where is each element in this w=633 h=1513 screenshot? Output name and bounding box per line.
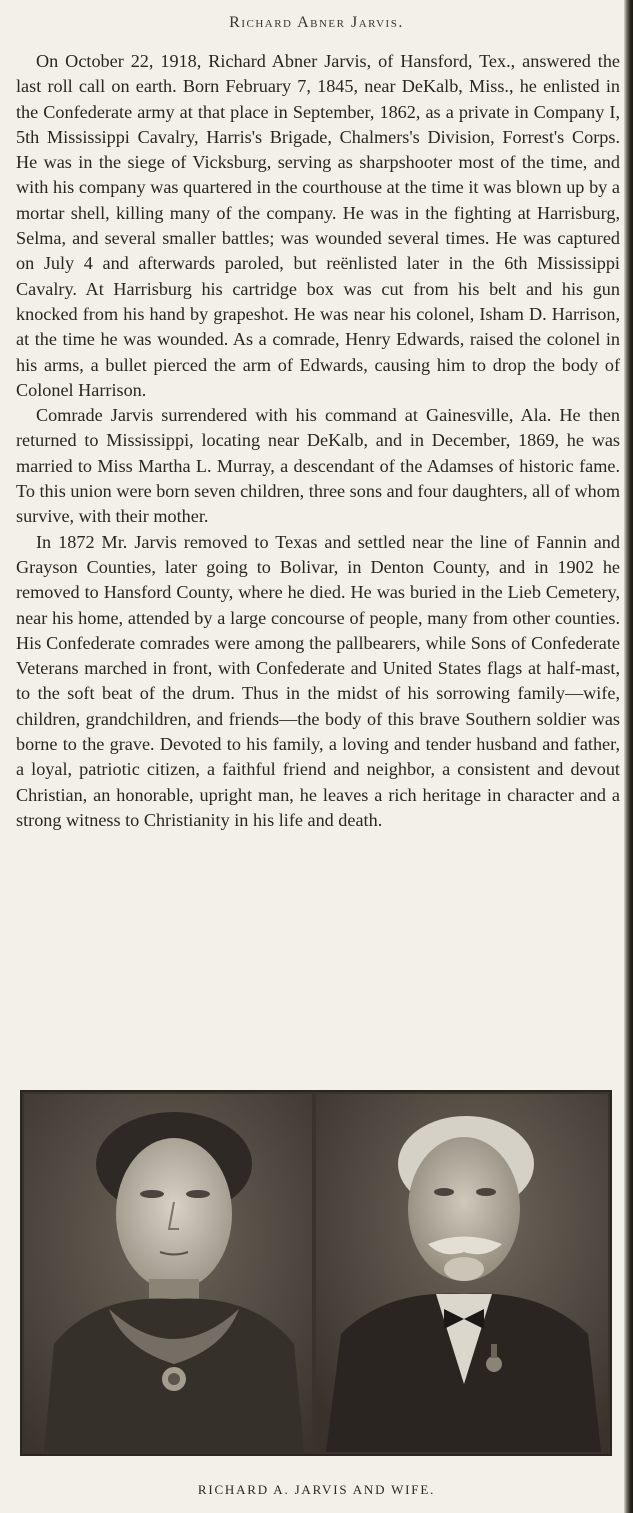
paragraph-1: On October 22, 1918, Richard Abner Jarvis, of Hansford, Tex., answered the last roll call on earth. Born February 7, 1845, near DeKalb, Miss., he enlisted in the Confederate army at that place in September, 1862, as a private in Company I, 5th Mississippi Cavalry, Harris's Brigade, Chalmers's Division, Forrest's Corps. He was in the siege of Vicksburg, serving as sharpshooter most of the time, and with his company was quartered in the courthouse at the time it was blown up by a mortar shell, killing many of the company. He was in the fighting at Harrisburg, Selma, and several smaller battles; was wounded several times. He was captured on July 4 and afterwards paroled, but reënlisted later in the 6th Mississippi Cavalry. At Harrisburg his cartridge box was cut from his belt and his gun knocked from his hand by grapeshot. He was near his colonel, Isham D. Harrison, at the time he was wounded. As a comrade, Henry Edwards, raised the colonel in his arms, a bullet pierced the arm of Edwards, causing him to drop the body of Colonel Harrison. [16,51,620,400]
portrait-man-photo [316,1094,608,1452]
article-body [16,49,620,833]
page-edge-shadow [624,0,633,1513]
portrait-woman-photo [24,1094,312,1452]
paragraph-3: In 1872 Mr. Jarvis removed to Texas and settled near the line of Fannin and Grayson Counties, later going to Bolivar, in Denton County, and in 1902 he removed to Hansford County, where he died. He was buried in the Lieb Cemetery, near his home, attended by a large concourse of people, many from other counties. His Confederate comrades were among the pallbearers, while Sons of Confederate Veterans marched in front, with Confederate and United States flags at half-mast, to the soft beat of the drum. Thus in the midst of his sorrowing family—wife, children, grandchildren, and friends—the body of this brave Southern soldier was borne to the grave. Devoted to his family, a loving and tender husband and father, a loyal, patriotic citizen, a faithful friend and neighbor, a consistent and devout Christian, an honorable, upright man, he leaves a rich heritage in character and a strong witness to Christianity in his life and death. [16,531,620,830]
paragraph-2: Comrade Jarvis surrendered with his command at Gainesville, Ala. He then returned to Mississippi, locating near DeKalb, and in December, 1869, he was married to Miss Martha L. Murray, a descendant of the Adamses of historic fame. To this union were born seven children, three sons and four daughters, all of whom survive, with their mother. [16,405,620,527]
photo-caption: RICHARD A. JARVIS AND WIFE. [197,1482,436,1497]
photo-frame [20,1090,612,1456]
article-title: Richard Abner Jarvis. [229,14,404,31]
